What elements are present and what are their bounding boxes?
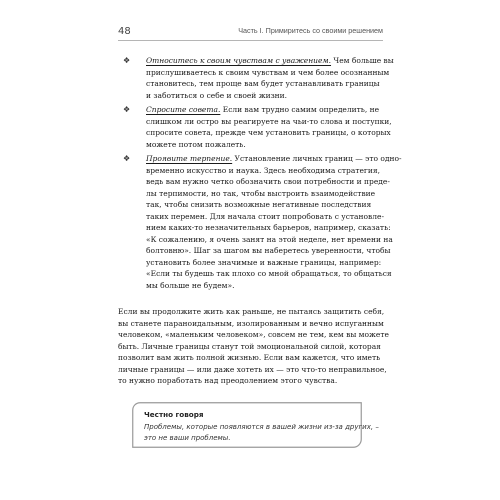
list-item xyxy=(118,104,392,150)
text-line: прислушиваетесь к своим чувствам и чем более осознанным xyxy=(146,67,390,77)
text-line: и заботиться о себе и своей жизни. xyxy=(146,90,288,100)
text-line xyxy=(146,55,394,67)
text-line: установить более значимые и важные границы, например: xyxy=(146,257,382,267)
text-line: временно искусство и наука. Здесь необходима стратегия, xyxy=(146,165,380,175)
text-line xyxy=(146,104,388,116)
bullet-text: Чем больше вы xyxy=(331,56,394,65)
text-line: это не ваши проблемы. xyxy=(144,433,231,442)
text-line: мы больше не будем». xyxy=(146,280,235,290)
text-line: спросите совета, прежде чем установить границы, о которых xyxy=(146,128,391,137)
page-number: 48 xyxy=(118,26,131,37)
bullet-emphasis: Проявите терпение. xyxy=(146,154,233,163)
text-line: то нужно поработать над преодолением этого чувства. xyxy=(118,376,338,385)
running-head: Часть I. Примиритесь со своими решением xyxy=(238,26,383,35)
text-line: «К сожалению, я очень занят на этой неделе, нет времени на xyxy=(146,234,393,244)
text-line: Если вы продолжите жить как раньше, не пытаясь защитить себя, xyxy=(118,307,385,316)
callout-box xyxy=(132,402,379,448)
text-line: вы станете параноидальным, изолированным и вечно испуганным xyxy=(118,318,384,328)
text-line: быть. Личные границы станут той эмоциональной силой, которая xyxy=(118,341,381,351)
callout-body xyxy=(144,422,379,443)
text-line: нием каких-то незначительных барьеров, например, сказать: xyxy=(146,223,391,232)
text-line: Проблемы, которые появляются в вашей жизни из-за других, – xyxy=(144,423,379,431)
text-line: слишком ли остро вы реагируете на чьи-то слова и поступки, xyxy=(146,116,392,126)
text-line: человеком, «маленьким человеком», совсем не тем, кем вы можете xyxy=(118,330,389,339)
text-line: так, чтобы снизить возможные негативные последствия xyxy=(146,200,372,209)
text-line: болтовню». Шаг за шагом вы наберетесь уверенности, чтобы xyxy=(146,246,391,255)
text-line: становитесь, тем проще вам будет устанавливать границы xyxy=(146,79,380,88)
bullet-text: Если вам трудно самим определить, не xyxy=(220,105,380,114)
text-line xyxy=(146,153,402,165)
page-header xyxy=(118,26,383,40)
bullet-text: Установление личных границ — это одно- xyxy=(232,154,402,163)
text-line: лы терпимости, но так, чтобы выстроить взаимодействие xyxy=(146,188,376,198)
list-item xyxy=(118,153,402,291)
bullet-emphasis: Относитесь к своим чувствам с уважением. xyxy=(146,56,332,65)
bullet-list xyxy=(118,55,402,294)
diamond-bullet-icon: ❖ xyxy=(123,105,131,114)
callout-title: Честно говоря xyxy=(144,410,204,419)
text-line: таких перемен. Для начала стоит попробовать с установле- xyxy=(146,211,384,221)
text-line: «Если ты будешь так плохо со мной обращаться, то общаться xyxy=(146,269,392,278)
body-paragraph xyxy=(118,306,388,387)
header-rule xyxy=(118,40,383,41)
list-item xyxy=(118,55,394,101)
bullet-emphasis: Спросите совета. xyxy=(146,105,221,114)
text-line: личные границы — или даже хотеть их — это что-то неправильное, xyxy=(118,364,387,374)
diamond-bullet-icon: ❖ xyxy=(123,56,131,65)
diamond-bullet-icon: ❖ xyxy=(123,154,131,163)
text-line: позволит вам жить полной жизнью. Если вам кажется, что иметь xyxy=(118,353,381,362)
text-line: можете потом пожалеть. xyxy=(146,139,246,149)
text-line: ведь вам нужно четко обозначить свои потребности и преде- xyxy=(146,177,390,186)
